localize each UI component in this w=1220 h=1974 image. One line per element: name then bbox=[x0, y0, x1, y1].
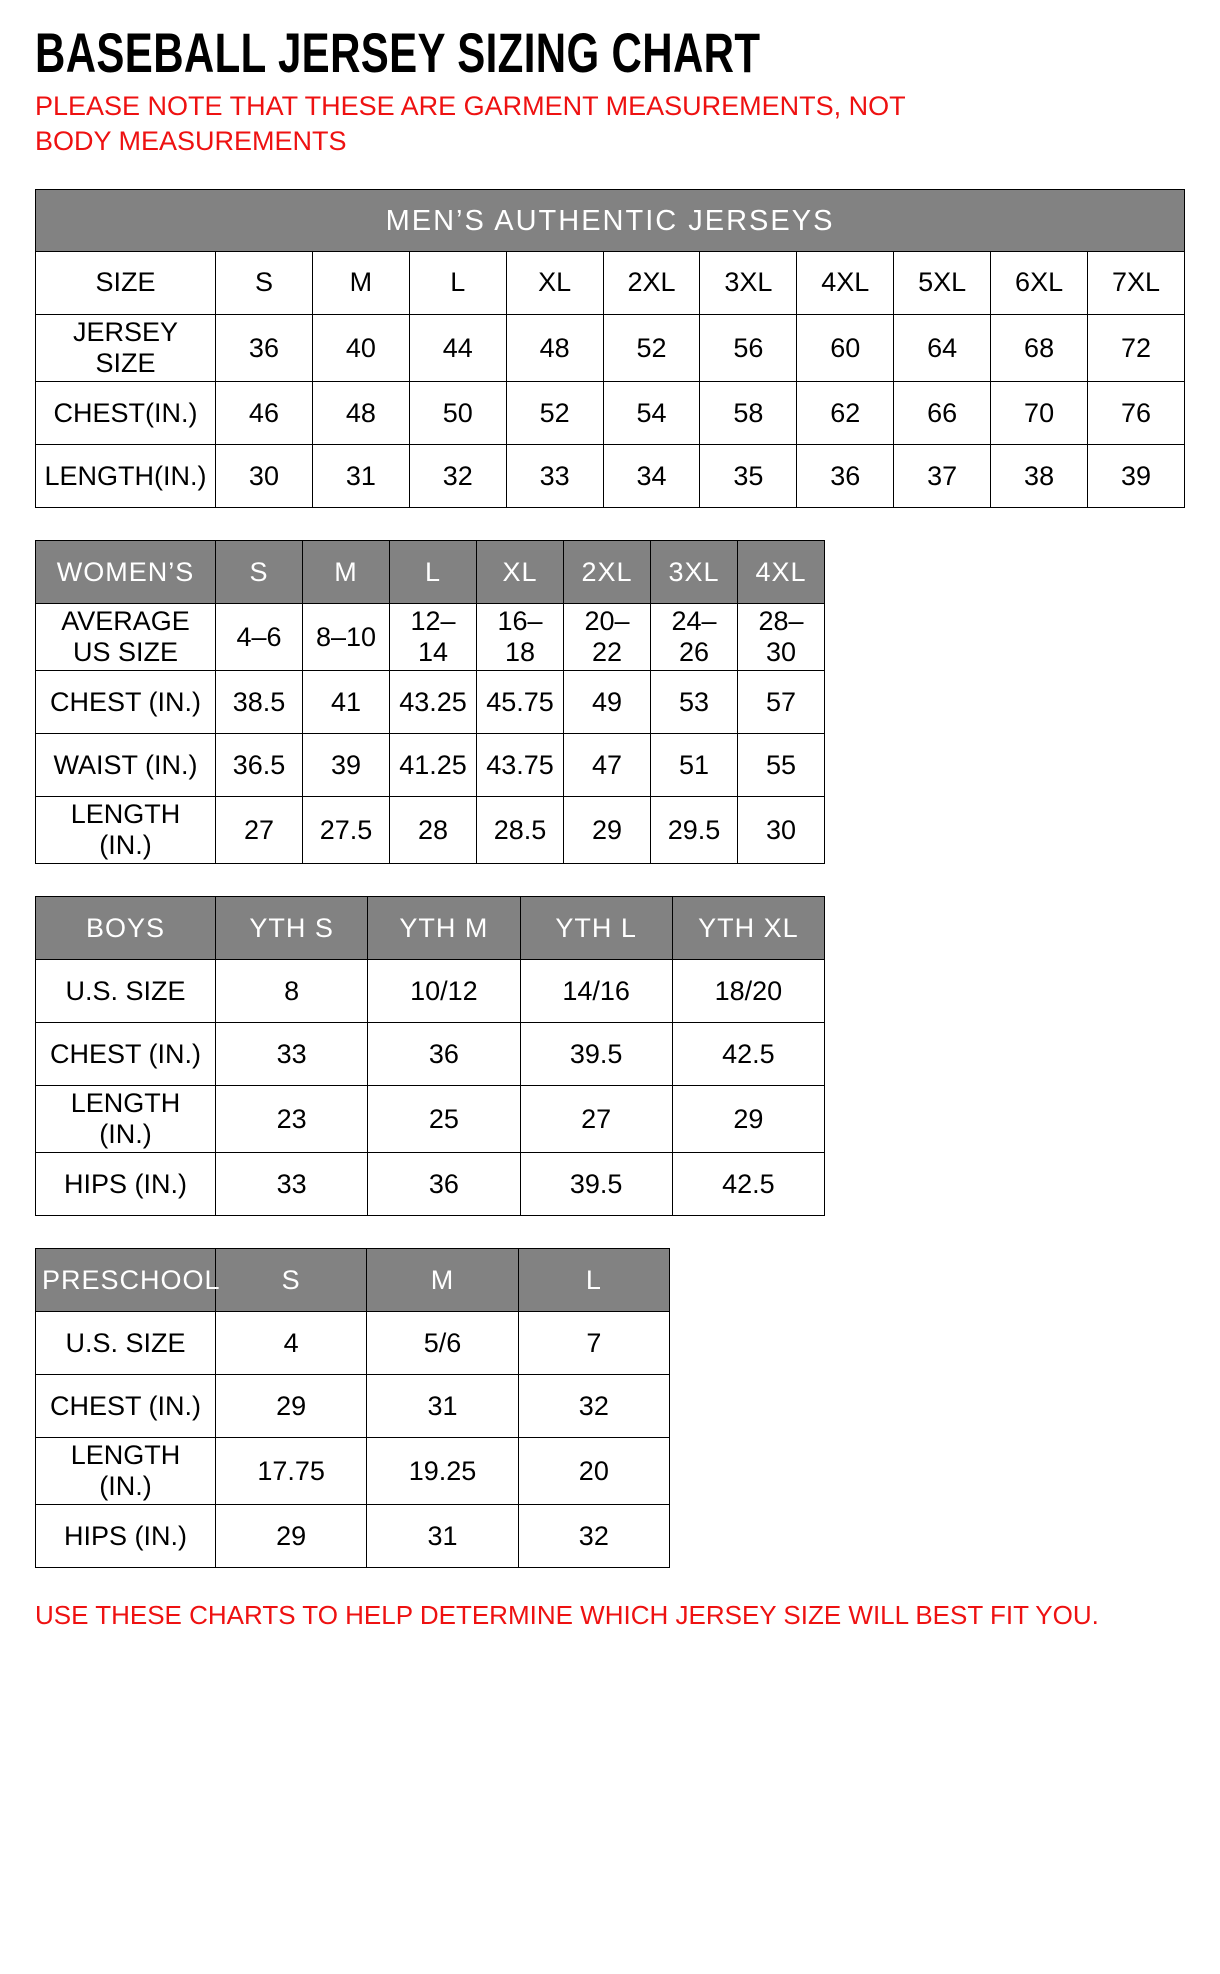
table-row bbox=[36, 671, 825, 734]
value-cell: 4XL bbox=[797, 251, 894, 314]
table-row bbox=[36, 314, 1185, 381]
row-label-cell: CHEST (IN.) bbox=[36, 1375, 216, 1438]
table-row bbox=[36, 960, 825, 1023]
value-cell: 29 bbox=[672, 1086, 824, 1153]
row-label-cell: LENGTH (IN.) bbox=[36, 797, 216, 864]
value-cell: 3XL bbox=[700, 251, 797, 314]
value-cell: 7 bbox=[518, 1312, 669, 1375]
value-cell: 39.5 bbox=[520, 1153, 672, 1216]
preschool-table-section bbox=[35, 1248, 1185, 1568]
row-label-cell: LENGTH (IN.) bbox=[36, 1438, 216, 1505]
value-cell: 32 bbox=[518, 1505, 669, 1568]
table-row bbox=[36, 1505, 670, 1568]
row-label-cell: SIZE bbox=[36, 251, 216, 314]
table-row bbox=[36, 734, 825, 797]
size-header-cell: 2XL bbox=[564, 541, 651, 604]
value-cell: 5XL bbox=[894, 251, 991, 314]
table-row bbox=[36, 541, 825, 604]
table-row bbox=[36, 604, 825, 671]
value-cell: 33 bbox=[506, 445, 603, 508]
value-cell: 36 bbox=[216, 314, 313, 381]
value-cell: 43.75 bbox=[477, 734, 564, 797]
row-label-cell: AVERAGE US SIZE bbox=[36, 604, 216, 671]
row-label-cell: CHEST(IN.) bbox=[36, 382, 216, 445]
table-row bbox=[36, 251, 1185, 314]
value-cell: 27.5 bbox=[303, 797, 390, 864]
size-header-cell: YTH L bbox=[520, 897, 672, 960]
value-cell: 70 bbox=[991, 382, 1088, 445]
table-row bbox=[36, 897, 825, 960]
value-cell: 56 bbox=[700, 314, 797, 381]
value-cell: 33 bbox=[216, 1153, 368, 1216]
row-label-cell: LENGTH(IN.) bbox=[36, 445, 216, 508]
size-header-cell: YTH XL bbox=[672, 897, 824, 960]
table-row bbox=[36, 445, 1185, 508]
value-cell: 52 bbox=[603, 314, 700, 381]
value-cell: 10/12 bbox=[368, 960, 520, 1023]
value-cell: 8 bbox=[216, 960, 368, 1023]
size-header-cell: PRESCHOOL bbox=[36, 1249, 216, 1312]
value-cell: 51 bbox=[651, 734, 738, 797]
value-cell: 27 bbox=[216, 797, 303, 864]
value-cell: 55 bbox=[738, 734, 825, 797]
value-cell: M bbox=[312, 251, 409, 314]
row-label-cell: LENGTH (IN.) bbox=[36, 1086, 216, 1153]
value-cell: 20 bbox=[518, 1438, 669, 1505]
value-cell: 29 bbox=[216, 1375, 367, 1438]
row-label-cell: U.S. SIZE bbox=[36, 960, 216, 1023]
table-row bbox=[36, 382, 1185, 445]
value-cell: 49 bbox=[564, 671, 651, 734]
row-label-cell: U.S. SIZE bbox=[36, 1312, 216, 1375]
row-label-cell: JERSEY SIZE bbox=[36, 314, 216, 381]
womens-table-section bbox=[35, 540, 1185, 864]
table-row bbox=[36, 1153, 825, 1216]
value-cell: 37 bbox=[894, 445, 991, 508]
row-label-cell: CHEST (IN.) bbox=[36, 671, 216, 734]
value-cell: 35 bbox=[700, 445, 797, 508]
value-cell: 2XL bbox=[603, 251, 700, 314]
value-cell: 31 bbox=[367, 1505, 518, 1568]
value-cell: 5/6 bbox=[367, 1312, 518, 1375]
mens-table-section bbox=[35, 189, 1185, 508]
footer-note: USE THESE CHARTS TO HELP DETERMINE WHICH JERSEY SIZE WILL BEST FIT YOU. bbox=[35, 1600, 1099, 1631]
table-row bbox=[36, 1438, 670, 1505]
size-header-cell: 3XL bbox=[651, 541, 738, 604]
value-cell: 41.25 bbox=[390, 734, 477, 797]
value-cell: L bbox=[409, 251, 506, 314]
mens-sizing-table bbox=[35, 251, 1185, 508]
value-cell: 32 bbox=[409, 445, 506, 508]
table-row bbox=[36, 1023, 825, 1086]
value-cell: 27 bbox=[520, 1086, 672, 1153]
value-cell: 43.25 bbox=[390, 671, 477, 734]
value-cell: 23 bbox=[216, 1086, 368, 1153]
value-cell: 25 bbox=[368, 1086, 520, 1153]
size-header-cell: M bbox=[367, 1249, 518, 1312]
value-cell: 57 bbox=[738, 671, 825, 734]
boys-sizing-table bbox=[35, 896, 825, 1216]
value-cell: 66 bbox=[894, 382, 991, 445]
mens-table-title: MEN’S AUTHENTIC JERSEYS bbox=[35, 189, 1185, 251]
value-cell: 36 bbox=[368, 1153, 520, 1216]
value-cell: 4 bbox=[216, 1312, 367, 1375]
value-cell: 30 bbox=[738, 797, 825, 864]
value-cell: 46 bbox=[216, 382, 313, 445]
value-cell: 31 bbox=[312, 445, 409, 508]
value-cell: 39.5 bbox=[520, 1023, 672, 1086]
measurement-note: PLEASE NOTE THAT THESE ARE GARMENT MEASUREMENTS, NOT BODY MEASUREMENTS bbox=[35, 90, 906, 156]
row-label-cell: HIPS (IN.) bbox=[36, 1153, 216, 1216]
womens-sizing-table bbox=[35, 540, 825, 864]
value-cell: 38 bbox=[991, 445, 1088, 508]
size-header-cell: YTH M bbox=[368, 897, 520, 960]
value-cell: 34 bbox=[603, 445, 700, 508]
size-header-cell: 4XL bbox=[738, 541, 825, 604]
boys-table-section bbox=[35, 896, 1185, 1216]
value-cell: 53 bbox=[651, 671, 738, 734]
value-cell: 54 bbox=[603, 382, 700, 445]
size-header-cell: XL bbox=[477, 541, 564, 604]
value-cell: 48 bbox=[506, 314, 603, 381]
value-cell: 40 bbox=[312, 314, 409, 381]
value-cell: 8–10 bbox=[303, 604, 390, 671]
value-cell: 50 bbox=[409, 382, 506, 445]
table-row bbox=[36, 1086, 825, 1153]
row-label-cell: HIPS (IN.) bbox=[36, 1505, 216, 1568]
value-cell: 33 bbox=[216, 1023, 368, 1086]
value-cell: 29 bbox=[216, 1505, 367, 1568]
value-cell: S bbox=[216, 251, 313, 314]
value-cell: 39 bbox=[1088, 445, 1185, 508]
preschool-sizing-table bbox=[35, 1248, 670, 1568]
value-cell: 42.5 bbox=[672, 1153, 824, 1216]
size-header-cell: L bbox=[518, 1249, 669, 1312]
value-cell: 41 bbox=[303, 671, 390, 734]
size-header-cell: L bbox=[390, 541, 477, 604]
value-cell: 44 bbox=[409, 314, 506, 381]
table-row bbox=[36, 1375, 670, 1438]
value-cell: 72 bbox=[1088, 314, 1185, 381]
value-cell: 76 bbox=[1088, 382, 1185, 445]
size-header-cell: M bbox=[303, 541, 390, 604]
value-cell: 64 bbox=[894, 314, 991, 381]
table-row bbox=[36, 1249, 670, 1312]
value-cell: 38.5 bbox=[216, 671, 303, 734]
value-cell: 45.75 bbox=[477, 671, 564, 734]
value-cell: 12–14 bbox=[390, 604, 477, 671]
size-header-cell: S bbox=[216, 541, 303, 604]
size-header-cell: S bbox=[216, 1249, 367, 1312]
value-cell: 48 bbox=[312, 382, 409, 445]
value-cell: 36 bbox=[797, 445, 894, 508]
page-title bbox=[35, 21, 1185, 84]
value-cell: 4–6 bbox=[216, 604, 303, 671]
value-cell: 29.5 bbox=[651, 797, 738, 864]
value-cell: 58 bbox=[700, 382, 797, 445]
page-title-text: BASEBALL JERSEY SIZING CHART bbox=[35, 21, 761, 84]
value-cell: 31 bbox=[367, 1375, 518, 1438]
value-cell: 6XL bbox=[991, 251, 1088, 314]
value-cell: 42.5 bbox=[672, 1023, 824, 1086]
value-cell: 36.5 bbox=[216, 734, 303, 797]
value-cell: 47 bbox=[564, 734, 651, 797]
size-header-cell: BOYS bbox=[36, 897, 216, 960]
value-cell: 62 bbox=[797, 382, 894, 445]
size-header-cell: YTH S bbox=[216, 897, 368, 960]
value-cell: 16–18 bbox=[477, 604, 564, 671]
value-cell: 14/16 bbox=[520, 960, 672, 1023]
value-cell: 28 bbox=[390, 797, 477, 864]
table-row bbox=[36, 797, 825, 864]
value-cell: 7XL bbox=[1088, 251, 1185, 314]
value-cell: 39 bbox=[303, 734, 390, 797]
row-label-cell: WAIST (IN.) bbox=[36, 734, 216, 797]
value-cell: 68 bbox=[991, 314, 1088, 381]
value-cell: 17.75 bbox=[216, 1438, 367, 1505]
size-header-cell: WOMEN’S bbox=[36, 541, 216, 604]
table-row bbox=[36, 1312, 670, 1375]
value-cell: 28.5 bbox=[477, 797, 564, 864]
value-cell: 29 bbox=[564, 797, 651, 864]
row-label-cell: CHEST (IN.) bbox=[36, 1023, 216, 1086]
value-cell: 52 bbox=[506, 382, 603, 445]
value-cell: 28–30 bbox=[738, 604, 825, 671]
value-cell: XL bbox=[506, 251, 603, 314]
value-cell: 18/20 bbox=[672, 960, 824, 1023]
value-cell: 36 bbox=[368, 1023, 520, 1086]
value-cell: 30 bbox=[216, 445, 313, 508]
value-cell: 32 bbox=[518, 1375, 669, 1438]
value-cell: 24–26 bbox=[651, 604, 738, 671]
value-cell: 60 bbox=[797, 314, 894, 381]
value-cell: 20–22 bbox=[564, 604, 651, 671]
value-cell: 19.25 bbox=[367, 1438, 518, 1505]
